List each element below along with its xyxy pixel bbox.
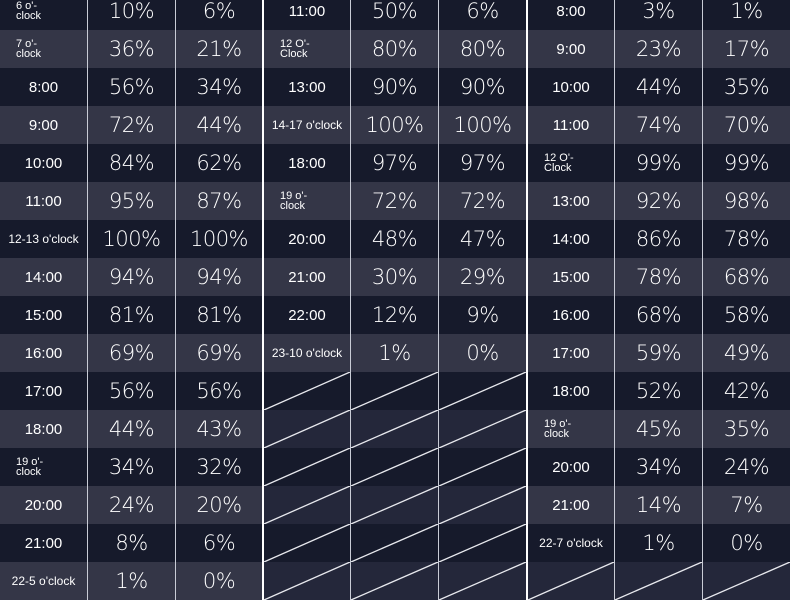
empty-hatched-cell — [439, 410, 526, 448]
occupancy-table-2 — [264, 0, 526, 600]
value-a-cell: 100% — [351, 106, 439, 144]
value-a-cell: 12% — [351, 296, 439, 334]
value-b-cell: 94% — [176, 258, 262, 296]
value-a-cell: 30% — [351, 258, 439, 296]
value-b-cell: 43% — [176, 410, 262, 448]
value-a-cell: 86% — [615, 220, 703, 258]
time-cell: 21:00 — [264, 258, 351, 296]
value-a-cell: 72% — [351, 182, 439, 220]
value-a-cell: 100% — [88, 220, 176, 258]
value-b-cell: 99% — [703, 144, 790, 182]
value-b-cell: 9% — [439, 296, 526, 334]
value-b-cell: 6% — [176, 0, 262, 30]
empty-hatched-cell — [439, 448, 526, 486]
time-cell: 19 o'- clock — [0, 448, 88, 486]
time-cell: 14:00 — [0, 258, 88, 296]
empty-hatched-cell — [351, 410, 439, 448]
value-b-cell: 0% — [703, 524, 790, 562]
value-b-cell: 70% — [703, 106, 790, 144]
value-a-cell: 36% — [88, 30, 176, 68]
value-a-cell: 80% — [351, 30, 439, 68]
time-cell: 17:00 — [0, 372, 88, 410]
value-b-cell: 21% — [176, 30, 262, 68]
value-b-cell: 87% — [176, 182, 262, 220]
time-cell: 22-7 o'clock — [528, 524, 615, 562]
value-a-cell: 48% — [351, 220, 439, 258]
time-cell: 16:00 — [0, 334, 88, 372]
value-b-cell: 6% — [176, 524, 262, 562]
occupancy-table-1 — [0, 0, 262, 600]
value-a-cell: 24% — [88, 486, 176, 524]
empty-hatched-cell — [264, 448, 351, 486]
time-cell: 11:00 — [528, 106, 615, 144]
time-cell: 19 o'- clock — [264, 182, 351, 220]
value-b-cell: 69% — [176, 334, 262, 372]
time-cell: 19 o'- clock — [528, 410, 615, 448]
value-a-cell: 56% — [88, 372, 176, 410]
value-b-cell: 68% — [703, 258, 790, 296]
time-cell: 16:00 — [528, 296, 615, 334]
time-cell: 7 o'- clock — [0, 30, 88, 68]
empty-hatched-cell — [439, 524, 526, 562]
value-b-cell: 0% — [176, 562, 262, 600]
value-a-cell: 59% — [615, 334, 703, 372]
value-b-cell: 35% — [703, 68, 790, 106]
value-a-cell: 84% — [88, 144, 176, 182]
time-cell: 14-17 o'clock — [264, 106, 351, 144]
time-cell: 15:00 — [0, 296, 88, 334]
value-b-cell: 80% — [439, 30, 526, 68]
time-cell: 11:00 — [0, 182, 88, 220]
empty-hatched-cell — [264, 562, 351, 600]
time-cell: 17:00 — [528, 334, 615, 372]
value-a-cell: 44% — [615, 68, 703, 106]
value-a-cell: 68% — [615, 296, 703, 334]
value-b-cell: 100% — [176, 220, 262, 258]
time-cell: 12-13 o'clock — [0, 220, 88, 258]
value-b-cell: 44% — [176, 106, 262, 144]
time-cell: 12 O'- Clock — [528, 144, 615, 182]
empty-hatched-cell — [439, 372, 526, 410]
time-cell: 23-10 o'clock — [264, 334, 351, 372]
value-a-cell: 3% — [615, 0, 703, 30]
value-b-cell: 29% — [439, 258, 526, 296]
empty-hatched-cell — [351, 372, 439, 410]
time-cell: 22-5 o'clock — [0, 562, 88, 600]
time-cell: 22:00 — [264, 296, 351, 334]
value-a-cell: 74% — [615, 106, 703, 144]
value-a-cell: 1% — [351, 334, 439, 372]
empty-hatched-cell — [439, 486, 526, 524]
time-cell: 21:00 — [0, 524, 88, 562]
empty-hatched-cell — [615, 562, 703, 600]
time-cell: 9:00 — [528, 30, 615, 68]
value-b-cell: 56% — [176, 372, 262, 410]
value-b-cell: 34% — [176, 68, 262, 106]
value-b-cell: 7% — [703, 486, 790, 524]
value-b-cell: 97% — [439, 144, 526, 182]
value-a-cell: 81% — [88, 296, 176, 334]
value-a-cell: 78% — [615, 258, 703, 296]
value-a-cell: 44% — [88, 410, 176, 448]
value-b-cell: 90% — [439, 68, 526, 106]
time-cell: 18:00 — [528, 372, 615, 410]
value-b-cell: 72% — [439, 182, 526, 220]
empty-hatched-cell — [264, 372, 351, 410]
value-a-cell: 45% — [615, 410, 703, 448]
time-cell: 12 O'- Clock — [264, 30, 351, 68]
occupancy-table-3 — [528, 0, 790, 600]
time-cell: 6 o'- clock — [0, 0, 88, 30]
time-cell: 11:00 — [264, 0, 351, 30]
time-cell: 20:00 — [264, 220, 351, 258]
time-cell: 21:00 — [528, 486, 615, 524]
value-a-cell: 50% — [351, 0, 439, 30]
time-cell: 18:00 — [264, 144, 351, 182]
value-a-cell: 34% — [615, 448, 703, 486]
time-cell: 18:00 — [0, 410, 88, 448]
empty-hatched-cell — [528, 562, 615, 600]
time-cell: 20:00 — [0, 486, 88, 524]
value-a-cell: 99% — [615, 144, 703, 182]
value-b-cell: 32% — [176, 448, 262, 486]
time-cell: 20:00 — [528, 448, 615, 486]
time-cell: 8:00 — [528, 0, 615, 30]
time-cell: 13:00 — [264, 68, 351, 106]
value-a-cell: 97% — [351, 144, 439, 182]
value-b-cell: 1% — [703, 0, 790, 30]
empty-hatched-cell — [351, 486, 439, 524]
value-a-cell: 92% — [615, 182, 703, 220]
value-a-cell: 8% — [88, 524, 176, 562]
value-b-cell: 81% — [176, 296, 262, 334]
value-b-cell: 35% — [703, 410, 790, 448]
value-b-cell: 78% — [703, 220, 790, 258]
empty-hatched-cell — [439, 562, 526, 600]
time-cell: 15:00 — [528, 258, 615, 296]
time-cell: 13:00 — [528, 182, 615, 220]
value-b-cell: 6% — [439, 0, 526, 30]
value-b-cell: 20% — [176, 486, 262, 524]
value-a-cell: 52% — [615, 372, 703, 410]
value-a-cell: 14% — [615, 486, 703, 524]
empty-hatched-cell — [351, 524, 439, 562]
value-b-cell: 24% — [703, 448, 790, 486]
value-a-cell: 95% — [88, 182, 176, 220]
time-cell: 10:00 — [0, 144, 88, 182]
time-cell: 14:00 — [528, 220, 615, 258]
value-b-cell: 58% — [703, 296, 790, 334]
empty-hatched-cell — [703, 562, 790, 600]
empty-hatched-cell — [264, 410, 351, 448]
value-a-cell: 1% — [615, 524, 703, 562]
value-b-cell: 49% — [703, 334, 790, 372]
value-a-cell: 34% — [88, 448, 176, 486]
value-b-cell: 17% — [703, 30, 790, 68]
value-a-cell: 23% — [615, 30, 703, 68]
time-cell: 9:00 — [0, 106, 88, 144]
value-b-cell: 62% — [176, 144, 262, 182]
value-b-cell: 0% — [439, 334, 526, 372]
value-b-cell: 42% — [703, 372, 790, 410]
value-b-cell: 100% — [439, 106, 526, 144]
value-b-cell: 98% — [703, 182, 790, 220]
value-a-cell: 94% — [88, 258, 176, 296]
empty-hatched-cell — [264, 486, 351, 524]
value-a-cell: 72% — [88, 106, 176, 144]
time-cell: 10:00 — [528, 68, 615, 106]
empty-hatched-cell — [351, 562, 439, 600]
time-cell: 8:00 — [0, 68, 88, 106]
empty-hatched-cell — [351, 448, 439, 486]
value-a-cell: 69% — [88, 334, 176, 372]
value-a-cell: 1% — [88, 562, 176, 600]
value-a-cell: 10% — [88, 0, 176, 30]
value-b-cell: 47% — [439, 220, 526, 258]
empty-hatched-cell — [264, 524, 351, 562]
value-a-cell: 56% — [88, 68, 176, 106]
value-a-cell: 90% — [351, 68, 439, 106]
